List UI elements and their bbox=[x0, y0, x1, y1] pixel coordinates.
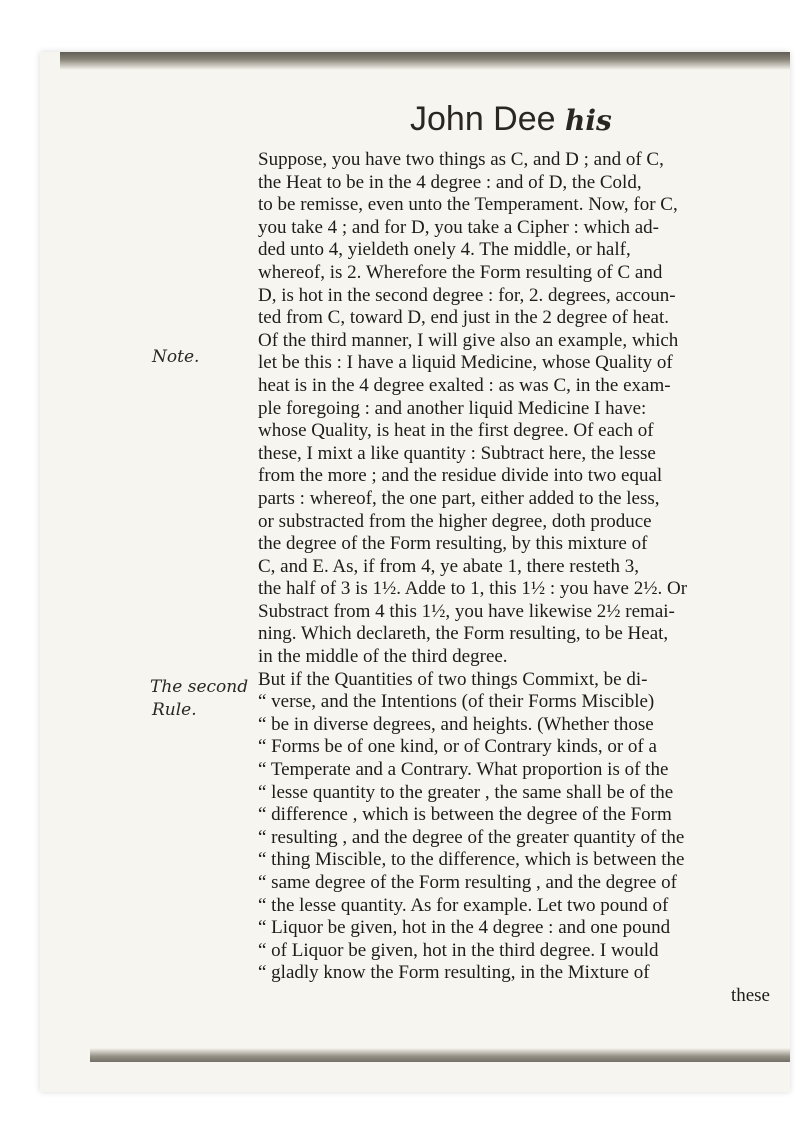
body-line: ted from C, toward D, end just in the 2 degree of heat. bbox=[258, 307, 670, 329]
body-line: to be remisse, even unto the Temperament. Now, for C, bbox=[258, 194, 678, 216]
body-line: these, I mixt a like quantity : Subtract here, the lesse bbox=[258, 442, 656, 464]
running-header-italic: his bbox=[565, 104, 612, 137]
margin-note-second-rule-line2: Rule. bbox=[152, 700, 197, 720]
body-line: or substracted from the higher degree, doth produce bbox=[258, 510, 652, 532]
body-line: “ same degree of the Form resulting , and the degree of bbox=[258, 872, 677, 893]
body-line: “ Liquor be given, hot in the 4 degree : and one pound bbox=[258, 917, 671, 939]
margin-note-second-rule-line1: The second bbox=[150, 677, 249, 697]
body-line: “ gladly know the Form resulting, in the Mixture of bbox=[258, 962, 650, 984]
body-line: heat is in the 4 degree exalted : as was C, in the exam- bbox=[258, 374, 671, 396]
running-header-title: John Dee bbox=[410, 100, 556, 138]
body-line: ded unto 4, yieldeth onely 4. The middle, or half, bbox=[258, 239, 631, 261]
body-text bbox=[258, 149, 790, 1008]
body-line: Substract from 4 this 1½, you have likewise 2½ remai- bbox=[258, 600, 675, 622]
body-line: Of the third manner, I will give also an example, which bbox=[258, 329, 679, 351]
body-line: these bbox=[730, 984, 770, 1006]
body-line: from the more ; and the residue divide into two equal bbox=[258, 465, 663, 487]
body-line: parts : whereof, the one part, either added to the less, bbox=[258, 487, 660, 509]
page-top-edge bbox=[60, 52, 790, 70]
body-line: you take 4 ; and for D, you take a Cipher : which ad- bbox=[258, 216, 659, 238]
body-line: ple foregoing : and another liquid Medicine I have: bbox=[258, 397, 647, 419]
body-line: “ Forms be of one kind, or of Contrary kinds, or of a bbox=[258, 736, 657, 758]
body-line: C, and E. As, if from 4, ye abate 1, there resteth 3, bbox=[258, 555, 639, 577]
body-line: D, is hot in the second degree : for, 2. degrees, accoun- bbox=[258, 284, 676, 306]
body-line: the half of 3 is 1½. Adde to 1, this 1½ : you have 2½. Or bbox=[258, 578, 688, 600]
body-line: “ the lesse quantity. As for example. Let two pound of bbox=[258, 894, 669, 916]
body-line: “ resulting , and the degree of the greater quantity of the bbox=[258, 826, 685, 848]
body-line: whereof, is 2. Wherefore the Form resulting of C and bbox=[258, 261, 663, 283]
body-line: “ be in diverse degrees, and heights. (Whether those bbox=[258, 713, 654, 735]
body-line: the Heat to be in the 4 degree : and of D, the Cold, bbox=[258, 171, 642, 193]
body-line: “ of Liquor be given, hot in the third degree. I would bbox=[258, 939, 659, 961]
body-line: the degree of the Form resulting, by this mixture of bbox=[258, 533, 648, 555]
body-line: “ difference , which is between the degree of the Form bbox=[258, 804, 672, 826]
body-line: “ thing Miscible, to the difference, which is between the bbox=[258, 849, 685, 871]
body-line: in the middle of the third degree. bbox=[258, 646, 508, 668]
body-line: let be this : I have a liquid Medicine, whose Quality of bbox=[258, 352, 673, 374]
body-line: “ verse, and the Intentions (of their Forms Miscible) bbox=[258, 691, 655, 713]
running-header bbox=[410, 100, 612, 139]
body-line: “ lesse quantity to the greater , the same shall be of the bbox=[258, 781, 674, 803]
body-line: But if the Quantities of two things Commixt, be di- bbox=[258, 668, 648, 690]
body-line: “ Temperate and a Contrary. What proportion is of the bbox=[258, 759, 669, 781]
body-line: Suppose, you have two things as C, and D ; and of C, bbox=[258, 149, 664, 170]
body-line: whose Quality, is heat in the first degree. Of each of bbox=[258, 420, 654, 442]
margin-note: Note. bbox=[152, 347, 200, 367]
body-line: ning. Which declareth, the Form resulting, to be Heat, bbox=[258, 623, 669, 645]
page-bottom-edge bbox=[90, 1048, 790, 1062]
